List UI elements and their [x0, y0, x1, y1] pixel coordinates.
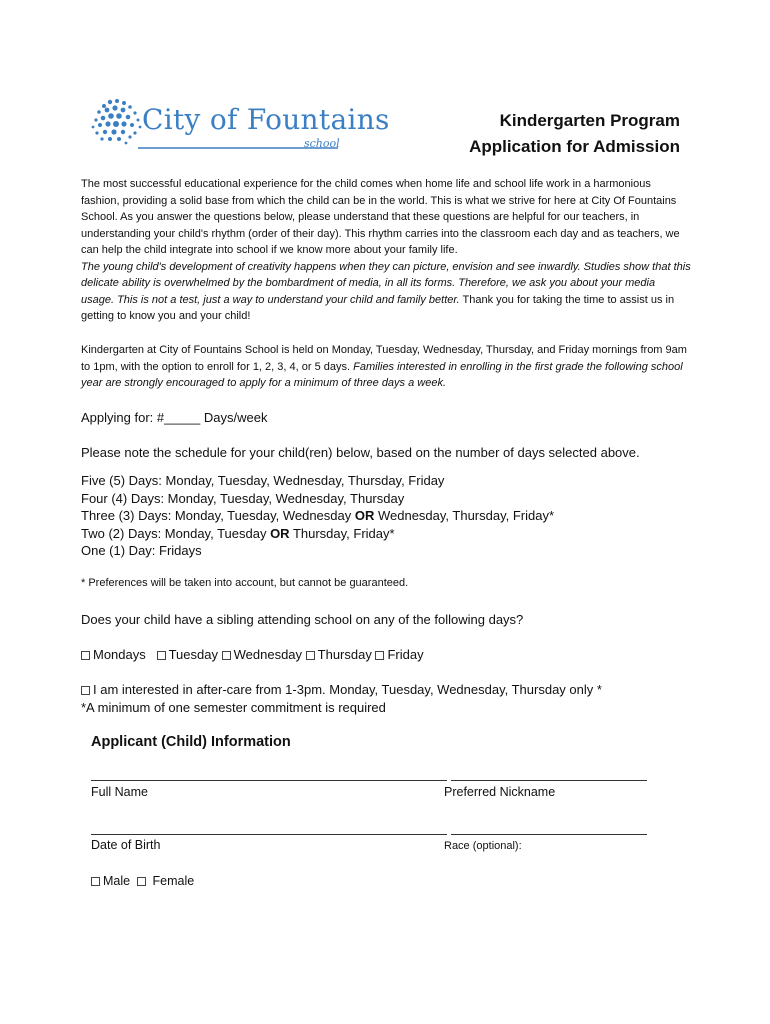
three-days-a: Three (3) Days: Monday, Tuesday, Wednesday — [81, 508, 355, 523]
schedule-two-days — [81, 525, 554, 543]
label-tuesday: Tuesday — [168, 647, 218, 662]
checkbox-mondays[interactable] — [81, 647, 146, 662]
race-line[interactable] — [451, 834, 647, 835]
checkbox-icon[interactable] — [81, 651, 90, 660]
full-name-line[interactable] — [91, 780, 447, 781]
schedule-italic: Families interested in enrolling in the first grade the following school year are strongly encouraged to apply for a minimum of three days a week. — [81, 360, 683, 389]
logo-sub: school — [304, 137, 340, 150]
intro-text: The most successful educational experience for the child comes when home life and school life work in a harmonious fashion, providing a solid base from which the child can be in the world. This is what we strive for here at City Of Fountains School. As you answer the questions below, please understand that these questions are helpful for our teachers, in understanding your child's rhythm (order of their day). This rhythm carries into the classroom each day and as teachers, we can help the child integrate into school if we know more about your family life. — [81, 178, 680, 256]
nickname-line[interactable] — [451, 780, 647, 781]
checkbox-icon[interactable] — [81, 686, 90, 695]
checkbox-male[interactable] — [91, 874, 130, 888]
schedule-four-days: Four (4) Days: Monday, Tuesday, Wednesday, Thursday — [81, 490, 405, 506]
full-name-label: Full Name — [91, 785, 148, 799]
checkbox-thursday[interactable] — [306, 647, 372, 662]
or-label: OR — [354, 508, 375, 523]
label-mondays: Mondays — [93, 647, 146, 662]
label-friday: Friday — [387, 647, 424, 662]
race-label: Race (optional): — [444, 840, 522, 852]
aftercare-note: *A minimum of one semester commitment is required — [81, 700, 386, 715]
male-label: Male — [103, 874, 131, 888]
logo-name: City of Fountains — [142, 103, 390, 136]
schedule-one-day: One (1) Day: Fridays — [81, 543, 202, 558]
page-title-line1: Kindergarten Program — [499, 111, 680, 130]
checkbox-icon[interactable] — [91, 877, 100, 886]
checkbox-friday[interactable] — [375, 647, 423, 662]
checkbox-icon[interactable] — [157, 651, 166, 660]
applying-for-field[interactable]: Applying for: #_____ Days/week — [81, 410, 268, 425]
two-days-a: Two (2) Days: Monday, Tuesday — [81, 525, 271, 541]
intro-italic: The young child's development of creativity happens when they can picture, envision and see inwardly. Studies show that this delicate ability is overwhelmed by the bombardment of media, in all its forms. Therefore, we ask you about your media usage. This is not a test, just a way to understand your child and family better. — [81, 260, 691, 306]
checkbox-icon[interactable] — [222, 651, 231, 660]
checkbox-female[interactable] — [137, 874, 194, 888]
schedule-text: Kindergarten at City of Fountains School is held on Monday, Tuesday, Wednesday, Thursday, and Friday mornings from 9am to 1pm, with the option to enroll for 1, 2, 3, 4, or 5 days. — [81, 344, 687, 373]
preferences-note: * Preferences will be taken into account, but cannot be guaranteed. — [81, 577, 409, 589]
label-thursday: Thursday — [317, 647, 372, 662]
two-days-b: Thursday, Friday* — [289, 525, 395, 541]
intro-thanks: Thank you for taking the time to assist us in getting to know you and your child! — [81, 293, 675, 322]
gender-options — [91, 874, 194, 888]
checkbox-icon[interactable] — [306, 651, 315, 660]
page-title-line2: Application for Admission — [469, 137, 680, 156]
dob-label: Date of Birth — [91, 838, 161, 852]
three-days-b: Wednesday, Thursday, Friday* — [374, 508, 555, 523]
or-label: OR — [270, 525, 290, 541]
schedule-three-days — [81, 507, 554, 525]
checkbox-icon[interactable] — [137, 877, 146, 886]
schedule-note: Please note the schedule for your child(ren) below, based on the number of days selected above. — [81, 445, 640, 460]
sibling-days — [81, 646, 424, 664]
aftercare-label: I am interested in after-care from 1-3pm. Monday, Tuesday, Wednesday, Thursday only * — [93, 682, 602, 697]
checkbox-wednesday[interactable] — [222, 647, 302, 662]
schedule-five-days: Five (5) Days: Monday, Tuesday, Wednesday, Thursday, Friday — [81, 473, 445, 488]
schedule-paragraph — [81, 342, 691, 392]
applicant-heading: Applicant (Child) Information — [91, 734, 291, 750]
label-wednesday: Wednesday — [233, 647, 303, 662]
aftercare-option[interactable] — [81, 681, 602, 699]
intro-paragraph — [81, 176, 691, 325]
checkbox-icon[interactable] — [375, 651, 384, 660]
sibling-question: Does your child have a sibling attending school on any of the following days? — [81, 612, 524, 627]
fountain-splash-icon — [92, 99, 142, 144]
nickname-label: Preferred Nickname — [444, 785, 556, 799]
checkbox-tuesday[interactable] — [157, 647, 218, 662]
schedule-list — [81, 472, 554, 560]
dob-line[interactable] — [91, 834, 447, 835]
female-label: Female — [152, 874, 195, 888]
